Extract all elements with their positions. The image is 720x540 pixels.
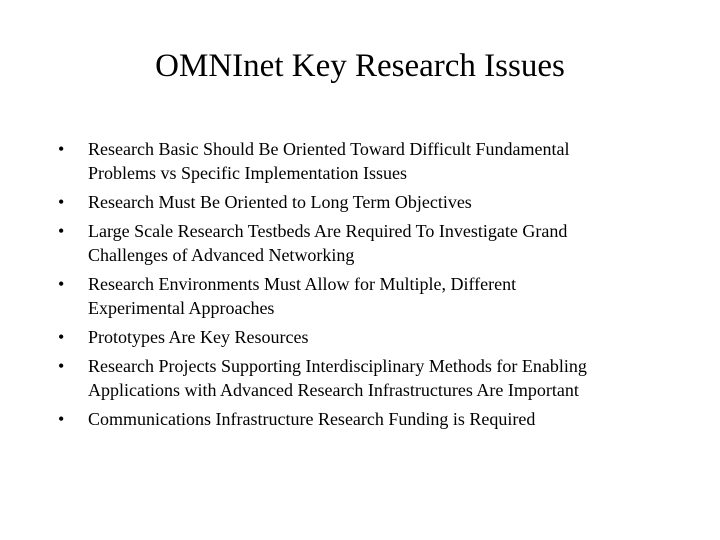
bullet-text-line: Research Environments Must Allow for Multiple, Different xyxy=(88,274,517,294)
bullet-item xyxy=(58,137,688,185)
bullet-item xyxy=(58,354,688,402)
bullet-item xyxy=(58,190,688,214)
bullet-text-line: Large Scale Research Testbeds Are Required To Investigate Grand xyxy=(88,221,568,241)
bullet-text-line: Experimental Approaches xyxy=(88,298,275,318)
bullet-dot-icon: • xyxy=(58,409,65,429)
bullet-text-line: Research Basic Should Be Oriented Toward Difficult Fundamental xyxy=(88,139,570,159)
bullet-text-line: Communications Infrastructure Research Funding is Required xyxy=(88,409,536,429)
bullet-text-line: Applications with Advanced Research Infrastructures Are Important xyxy=(88,380,579,400)
bullet-dot-icon: • xyxy=(58,192,65,212)
bullet-item xyxy=(58,407,688,431)
bullet-dot-icon: • xyxy=(58,221,65,241)
bullet-text-line: Challenges of Advanced Networking xyxy=(88,245,355,265)
bullet-text-line: Research Must Be Oriented to Long Term Objectives xyxy=(88,192,472,212)
bullet-text-line: Research Projects Supporting Interdisciplinary Methods for Enabling xyxy=(88,356,587,376)
bullet-text-line: Prototypes Are Key Resources xyxy=(88,327,309,347)
bullet-list xyxy=(58,137,688,436)
slide-title: OMNInet Key Research Issues xyxy=(155,48,565,84)
bullet-item xyxy=(58,219,688,267)
bullet-dot-icon: • xyxy=(58,356,65,376)
bullet-dot-icon: • xyxy=(58,327,65,347)
bullet-dot-icon: • xyxy=(58,274,65,294)
bullet-item xyxy=(58,272,688,320)
bullet-dot-icon: • xyxy=(58,139,65,159)
bullet-item xyxy=(58,325,688,349)
bullet-text-line: Problems vs Specific Implementation Issues xyxy=(88,163,407,183)
